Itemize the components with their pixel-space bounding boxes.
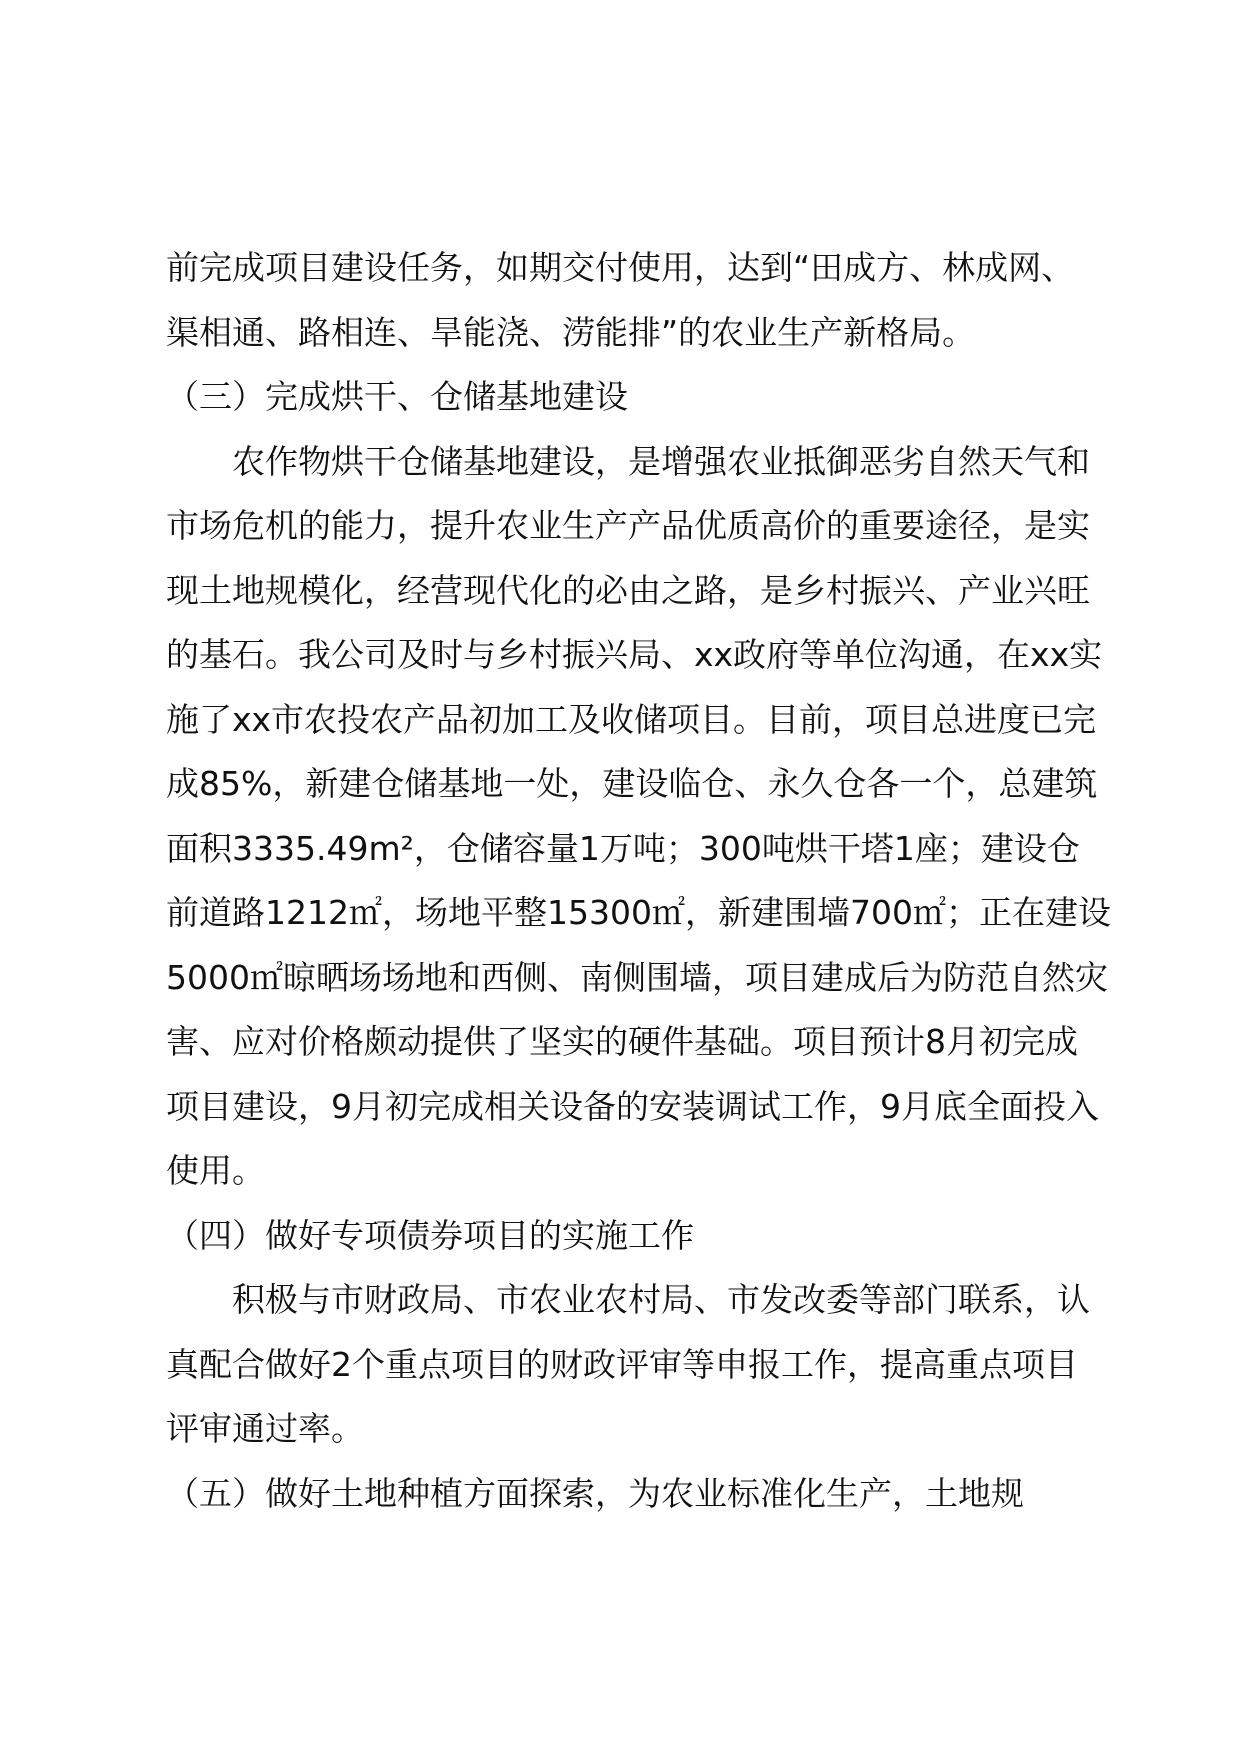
text-line: 使用。 — [166, 1151, 265, 1190]
text-line: 渠相通、路相连、旱能浇、涝能排”的农业生产新格局。 — [166, 312, 976, 352]
text-line: 积极与市财政局、市农业农村局、市发改委等部门联系，认 — [232, 1280, 1090, 1319]
text-line: 施了xx市农投农产品初加工及收储项目。目前，项目总进度已完 — [166, 699, 1097, 739]
document-body — [166, 236, 1111, 1526]
section-heading-four — [166, 1204, 1106, 1269]
text-line: 成85%，新建仓储基地一处，建设临仓、永久仓各一个，总建筑 — [166, 764, 1098, 803]
paragraph-project-completion — [166, 236, 1106, 365]
text-line: 面积3335.49m²，仓储容量1万吨；300吨烘干塔1座；建设仓 — [166, 828, 1080, 868]
heading-text: （四）做好专项债券项目的实施工作 — [166, 1215, 694, 1255]
section-heading-five — [166, 1462, 1106, 1527]
text-line: 前完成项目建设任务，如期交付使用，达到“田成方、林成网、 — [166, 248, 1075, 287]
text-line: 现土地规模化，经营现代化的必由之路，是乡村振兴、产业兴旺 — [166, 570, 1090, 610]
text-line: 评审通过率。 — [166, 1409, 364, 1448]
text-line: 市场危机的能力，提升农业生产产品优质高价的重要途径，是实 — [166, 506, 1090, 545]
text-line: 前道路1212㎡，场地平整15300㎡，新建围墙700㎡；正在建设 — [166, 893, 1111, 932]
heading-text: （五）做好土地种植方面探索，为农业标准化生产，土地规 — [166, 1473, 1024, 1513]
paragraph-drying-storage — [166, 430, 1111, 1204]
text-line: 项目建设，9月初完成相关设备的安装调试工作，9月底全面投入 — [166, 1086, 1099, 1126]
section-heading-three — [166, 365, 1106, 430]
text-line: 害、应对价格颇动提供了坚实的硬件基础。项目预计8月初完成 — [166, 1022, 1078, 1061]
paragraph-special-bonds — [166, 1268, 1106, 1462]
text-line: 真配合做好2个重点项目的财政评审等申报工作，提高重点项目 — [166, 1344, 1078, 1384]
heading-text: （三）完成烘干、仓储基地建设 — [166, 377, 628, 416]
text-line: 5000㎡晾晒场场地和西侧、南侧围墙，项目建成后为防范自然灾 — [166, 957, 1108, 997]
text-line: 农作物烘干仓储基地建设，是增强农业抵御恶劣自然天气和 — [232, 441, 1090, 481]
text-line: 的基石。我公司及时与乡村振兴局、xx政府等单位沟通，在xx实 — [166, 635, 1103, 674]
